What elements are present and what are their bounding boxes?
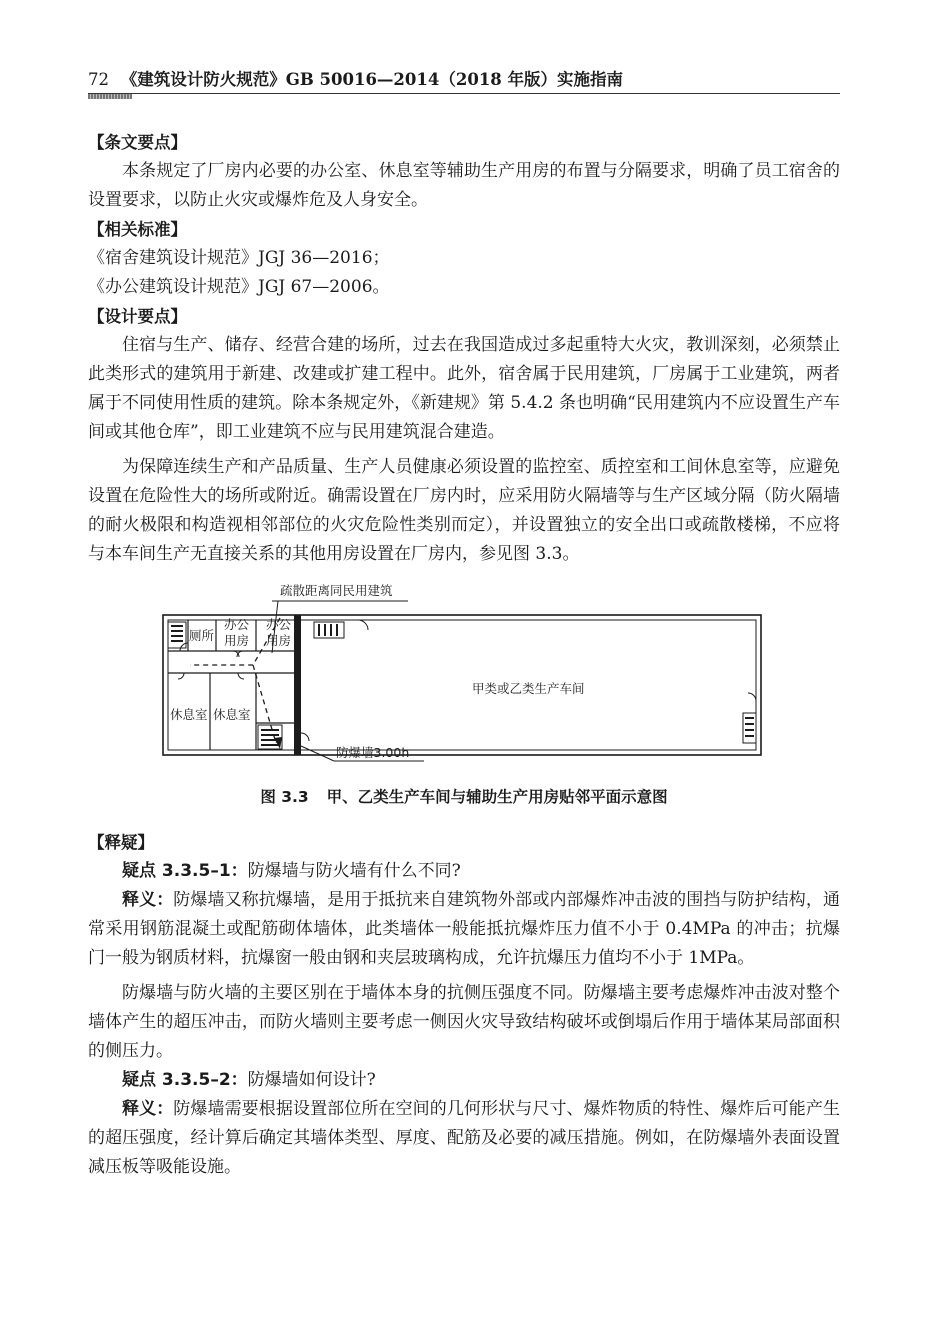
heading-design-points: 【设计要点】 xyxy=(88,307,187,326)
design-paragraph: 为保障连续生产和产品质量、生产人员健康必须设置的监控室、质控室和工间休息室等，应避免设置在危险性大的场所或附近。确需设置在厂房内时，应采用防火隔墙等与生产区域分隔（防火隔墙的耐火极限和构造视相邻部位的火灾危险性类别而定），并设置独立的安全出口或疏散楼梯，不应将与本车间生产无直接关系的其他用房设置在厂房内，参见图 3.3。 xyxy=(88,457,840,564)
question-label: 疑点 3.3.5–2： xyxy=(122,1070,248,1090)
standard-item: 《宿舍建筑设计规范》JGJ 36—2016； xyxy=(88,248,390,268)
figure-title: 甲、乙类生产车间与辅助生产用房贴邻平面示意图 xyxy=(326,788,668,806)
explosion-wall-label: 防爆墙3.00h xyxy=(336,745,410,760)
running-title: 《建筑设计防火规范》GB 50016—2014（2018 年版）实施指南 xyxy=(120,70,624,89)
faq-question xyxy=(88,1066,840,1095)
room-office-1-b: 用房 xyxy=(224,633,250,648)
explosion-proof-wall xyxy=(294,615,301,755)
faq-answer-paragraph: 防爆墙与防火墙的主要区别在于墙体本身的抗侧压强度不同。防爆墙主要考虑爆炸冲击波对整个墙体产生的超压冲击，而防火墙则主要考虑一侧因火灾导致结构破坏或倒塌后作用于墙体某局部面积的侧压力。 xyxy=(88,983,840,1061)
heading-related-standards: 【相关标准】 xyxy=(88,220,187,239)
header-decoration xyxy=(88,94,132,99)
page-number: 72 xyxy=(88,70,109,89)
faq-answer xyxy=(88,1095,840,1182)
room-office-2-b: 用房 xyxy=(266,633,292,648)
faq-question xyxy=(88,857,840,886)
floor-plan-diagram xyxy=(88,573,840,783)
heading-faq: 【释疑】 xyxy=(88,833,154,852)
page-body xyxy=(88,128,840,1182)
room-toilet: 厕所 xyxy=(189,628,215,643)
heading-key-points: 【条文要点】 xyxy=(88,133,187,152)
outer-wall xyxy=(163,615,761,755)
evacuation-label: 疏散距离同民用建筑 xyxy=(280,583,393,598)
faq-answer xyxy=(88,886,840,973)
question-text: 防爆墙如何设计? xyxy=(247,1070,376,1090)
key-points-text: 本条规定了厂房内必要的办公室、休息室等辅助生产用房的布置与分隔要求，明确了员工宿舍的设置要求，以防止火灾或爆炸危及人身安全。 xyxy=(88,161,840,210)
figure-caption xyxy=(88,785,840,807)
figure-3-3 xyxy=(88,573,840,828)
room-rest-2: 休息室 xyxy=(213,707,251,722)
room-office-1-a: 办公 xyxy=(224,617,250,632)
figure-number: 图 3.3 xyxy=(260,788,309,806)
header-rule xyxy=(88,93,840,94)
answer-text: 防爆墙需要根据设置部位所在空间的几何形状与尺寸、爆炸物质的特性、爆炸后可能产生的超压强度，经计算后确定其墙体类型、厚度、配筋及必要的减压措施。例如，在防爆墙外表面设置减压板等吸能设施。 xyxy=(88,1099,841,1177)
room-rest-1: 休息室 xyxy=(170,707,208,722)
workshop-label: 甲类或乙类生产车间 xyxy=(472,681,585,696)
standard-item: 《办公建筑设计规范》JGJ 67—2006。 xyxy=(88,277,390,297)
question-label: 疑点 3.3.5–1： xyxy=(122,861,248,881)
answer-label: 释义： xyxy=(122,890,174,910)
design-paragraph: 住宿与生产、储存、经营合建的场所，过去在我国造成过多起重特大火灾，教训深刻，必须禁止此类形式的建筑用于新建、改建或扩建工程中。此外，宿舍属于民用建筑，厂房属于工业建筑，两者属于不同使用性质的建筑。除本条规定外，《新建规》第 5.4.2 条也明确“民用建筑内不应设置生产车间或其他仓库”，即工业建筑不应与民用建筑混合建造。 xyxy=(88,335,840,442)
leader-line xyxy=(301,746,334,761)
running-header xyxy=(88,66,838,92)
answer-label: 释义： xyxy=(122,1099,174,1119)
question-text: 防爆墙与防火墙有什么不同? xyxy=(247,861,461,881)
answer-text: 防爆墙又称抗爆墙，是用于抵抗来自建筑物外部或内部爆炸冲击波的围挡与防护结构，通常采用钢筋混凝土或配筋砌体墙体，此类墙体一般能抵抗爆炸压力值不小于 0.4MPa 的冲击；抗爆门一般为钢质材料，抗爆窗一般由钢和夹层玻璃构成，允许抗爆压力值均不小于 1MPa。 xyxy=(88,890,841,968)
room-office-2-a: 办公 xyxy=(266,617,292,632)
